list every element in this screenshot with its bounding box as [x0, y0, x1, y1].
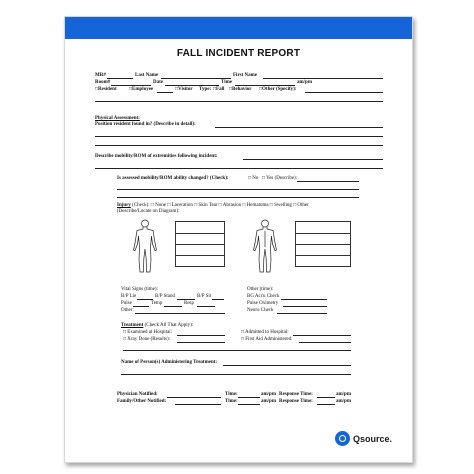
treatment-admitted[interactable]: □ Admitted to Hospital: [241, 330, 289, 335]
pulse-label: Pulse [121, 301, 132, 306]
type-label: Type: [199, 87, 212, 92]
top-color-bar [65, 17, 412, 39]
persons-label: Name of Person(s) Administering Treatment: [121, 360, 218, 365]
pulse-ox-label: Pulse Oximetry [247, 301, 279, 306]
temp-label: Temp [151, 301, 163, 306]
treatment-label: Treatment [121, 323, 144, 328]
other-time-label: Other (time): [247, 287, 274, 292]
time-field[interactable] [235, 85, 295, 86]
injury-check: (Check): [132, 203, 150, 208]
family-time-field[interactable] [238, 404, 260, 405]
bp-stand-label: B/P Stand [155, 294, 175, 299]
time-label: Time [221, 80, 233, 85]
rom-yes[interactable]: □ Yes (Describe): [262, 176, 298, 181]
position-line-3[interactable] [95, 145, 383, 146]
bp-lie-field[interactable] [137, 299, 153, 300]
treatment-check: (Check All That Apply): [144, 323, 194, 328]
position-line-2[interactable] [95, 136, 383, 137]
first-name-label: First Name [233, 73, 258, 78]
brand-name: Qsource. [353, 433, 393, 444]
persons-field[interactable] [223, 365, 351, 366]
front-body-diagram-icon[interactable] [131, 219, 159, 275]
bp-lie-label: B/P Lie [121, 294, 137, 299]
rom-line-2[interactable] [117, 189, 359, 190]
physician-response-label: Response Time: [279, 392, 313, 397]
neuro-field[interactable] [277, 313, 327, 314]
other-specify-field[interactable] [305, 92, 383, 93]
type-other[interactable]: □Other (Specify): [259, 87, 297, 92]
resp-label: Resp [184, 301, 194, 306]
last-name-label: Last Name [135, 73, 159, 78]
bp-stand-field[interactable] [177, 299, 195, 300]
mr-field[interactable] [107, 78, 133, 79]
admitted-field[interactable] [293, 335, 351, 336]
treatment-row [121, 323, 193, 329]
bg-label: BG Accu Check [247, 294, 280, 299]
rom-no[interactable]: □ No [248, 176, 259, 181]
brand-mark: . [389, 433, 393, 444]
bg-field[interactable] [281, 299, 327, 300]
persons-line-2[interactable] [121, 374, 351, 375]
temp-field[interactable] [164, 306, 182, 307]
employee-field[interactable] [157, 92, 173, 93]
first-aid-field[interactable] [299, 342, 351, 343]
type-visitor[interactable]: □Visitor [175, 87, 193, 92]
physician-label: Physician Notified: [117, 392, 158, 397]
neuro-label: Neuro Check [247, 308, 274, 313]
injury-label: Injury [117, 203, 131, 208]
vitals-other-label: Other: [121, 308, 134, 313]
physician-time-label: Time: [225, 392, 238, 397]
mr-label: MR# [95, 73, 106, 78]
physician-response-ampm: am/pm [336, 392, 351, 397]
pulse-field[interactable] [133, 306, 149, 307]
treatment-first-aid[interactable]: □ First Aid Administered: [241, 337, 293, 342]
vitals-other-field[interactable] [135, 313, 225, 314]
physician-response-field[interactable] [317, 397, 335, 398]
injury-options[interactable]: □ None □ Laceration □ Skin Tear □ Abrasion □ Hematoma □ Swelling □ Other [150, 203, 309, 208]
room-label: Room# [95, 80, 111, 85]
bp-sit-field[interactable] [212, 299, 224, 300]
type-resident[interactable]: □Resident [95, 87, 117, 92]
mobility-line-2[interactable] [95, 168, 383, 169]
injury-describe: (Describe/Locate on Diagram): [117, 209, 180, 214]
last-name-field[interactable] [161, 78, 231, 79]
qsource-logo [335, 431, 392, 446]
family-ampm: am/pm [261, 399, 276, 404]
family-response-field[interactable] [317, 404, 335, 405]
mobility-label: Describe mobility/ROM of extremities following incident: [95, 154, 218, 159]
front-injury-table[interactable] [175, 221, 225, 267]
form-page [64, 16, 413, 463]
physician-field[interactable] [167, 397, 221, 398]
physician-time-field[interactable] [238, 397, 260, 398]
type-behavior[interactable]: □Behavior [229, 87, 252, 92]
family-field[interactable] [175, 404, 221, 405]
mobility-line-1[interactable] [243, 159, 383, 160]
date-field[interactable] [165, 85, 219, 86]
back-body-diagram-icon[interactable] [251, 219, 279, 275]
physician-ampm: am/pm [261, 392, 276, 397]
rom-line-1[interactable] [297, 181, 359, 182]
type-fall[interactable]: □Fall [213, 87, 225, 92]
vitals-label: Vital Signs (time): [121, 287, 158, 292]
resp-field[interactable] [197, 306, 215, 307]
back-injury-table[interactable] [295, 221, 351, 267]
date-label: Date [153, 80, 163, 85]
qsource-logo-icon [335, 431, 350, 446]
family-response-label: Response Time: [279, 399, 313, 404]
family-time-label: Time: [225, 399, 238, 404]
physical-heading: Physical Assessment: [95, 116, 140, 121]
position-label: Position resident found in? (Describe in detail): [95, 122, 196, 127]
first-name-field[interactable] [263, 78, 383, 79]
examined-field[interactable] [177, 335, 225, 336]
ampm-label: am/pm [297, 80, 312, 85]
treatment-xray[interactable]: □ Xray Done (Results): [123, 337, 171, 342]
rom-changed-label: Is assessed mobility/ROM ability changed? (Check): [117, 176, 229, 181]
family-label: Family/Other Notified: [117, 399, 167, 404]
pulse-ox-field[interactable] [283, 306, 327, 307]
xray-field[interactable] [177, 342, 225, 343]
type-employee[interactable]: □Employee [129, 87, 154, 92]
position-line-1[interactable] [215, 127, 383, 128]
treatment-examined[interactable]: □ Examined at Hospital: [123, 330, 172, 335]
family-response-ampm: am/pm [336, 399, 351, 404]
treatment-line[interactable] [123, 350, 351, 351]
header-line[interactable] [95, 101, 383, 102]
rom-line-3[interactable] [117, 197, 359, 198]
room-field[interactable] [111, 85, 151, 86]
page-title: FALL INCIDENT REPORT [176, 48, 301, 59]
bp-sit-label: B/P Sit [197, 294, 212, 299]
